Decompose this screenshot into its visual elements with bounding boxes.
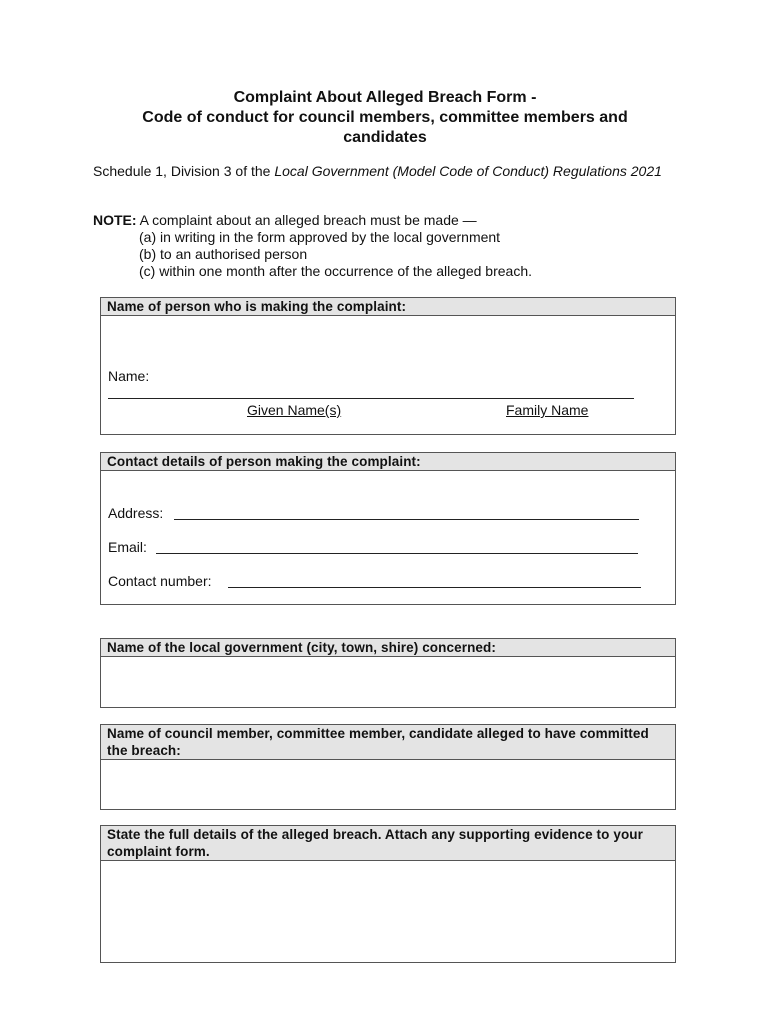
contact-details-section bbox=[100, 452, 676, 605]
note-item-a: (a) in writing in the form approved by the local government bbox=[139, 229, 501, 245]
title-line-1: Complaint About Alleged Breach Form - bbox=[233, 89, 537, 106]
local-government-heading: Name of the local government (city, town, shire) concerned: bbox=[101, 639, 675, 657]
schedule-prefix: Schedule 1, Division 3 of the bbox=[93, 163, 275, 179]
contact-number-input-line[interactable] bbox=[228, 587, 641, 588]
given-name-label: Given Name(s) bbox=[247, 402, 342, 418]
breach-details-input-area[interactable] bbox=[101, 861, 675, 961]
email-input-line[interactable] bbox=[156, 553, 638, 554]
family-name-label: Family Name bbox=[506, 402, 589, 418]
contact-details-heading: Contact details of person making the complaint: bbox=[101, 453, 675, 471]
local-government-section bbox=[100, 638, 676, 708]
address-label: Address: bbox=[108, 505, 164, 521]
complainant-name-section bbox=[100, 297, 676, 435]
local-government-input-area[interactable] bbox=[101, 657, 675, 707]
name-label: Name: bbox=[108, 368, 150, 384]
title-line-3: candidates bbox=[343, 129, 427, 146]
breach-details-heading: State the full details of the alleged breach. Attach any supporting evidence to your complaint form. bbox=[101, 826, 675, 861]
note-text: A complaint about an alleged breach must be made — bbox=[136, 212, 477, 228]
note-item-c: (c) within one month after the occurrence of the alleged breach. bbox=[139, 263, 532, 279]
note-label: NOTE: bbox=[93, 212, 137, 228]
email-label: Email: bbox=[108, 539, 147, 555]
member-heading: Name of council member, committee member, candidate alleged to have committed the breach: bbox=[101, 725, 675, 760]
name-input-line[interactable] bbox=[108, 398, 634, 399]
note-block bbox=[93, 212, 693, 280]
address-input-line[interactable] bbox=[174, 519, 639, 520]
breach-details-section bbox=[100, 825, 676, 963]
complainant-name-heading: Name of person who is making the complaint: bbox=[101, 298, 675, 316]
schedule-regulation-title: Local Government (Model Code of Conduct) Regulations 2021 bbox=[274, 163, 662, 179]
note-item-b: (b) to an authorised person bbox=[139, 246, 308, 262]
title-line-2: Code of conduct for council members, committee members and bbox=[142, 109, 628, 126]
schedule-reference bbox=[93, 162, 693, 180]
member-section bbox=[100, 724, 676, 810]
contact-number-label: Contact number: bbox=[108, 573, 212, 589]
member-input-area[interactable] bbox=[101, 760, 675, 808]
form-title bbox=[90, 88, 680, 148]
